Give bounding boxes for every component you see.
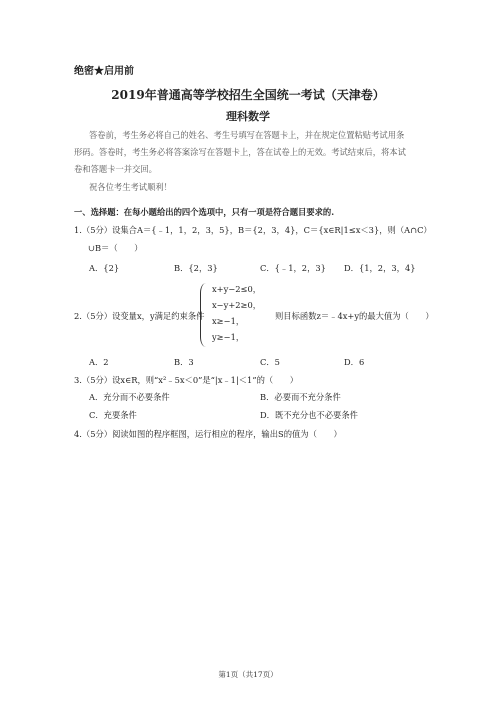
section-heading: 一、选择题：在每小题给出的四个选项中，只有一项是符合题目要求的. <box>74 207 335 217</box>
q2-option-a: A．2 <box>89 357 109 367</box>
instructions-line-3: 卷和答题卡一并交回。 <box>74 164 157 174</box>
q3-option-d: D．既不充分也不必要条件 <box>260 410 358 420</box>
q2-option-c: C．5 <box>260 357 280 367</box>
q1-option-c: C．{﹣1，2，3} <box>260 263 326 273</box>
q4-stem: 4.（5分）阅读如图的程序框图，运行相应的程序，输出S的值为（ ） <box>74 429 342 439</box>
instructions-wish: 祝各位考生考试顺利！ <box>89 182 172 192</box>
q2-option-d: D．6 <box>344 357 365 367</box>
page-footer: 第1页（共17页） <box>218 670 278 679</box>
q1-stem-line-2: ∪B＝（ ） <box>88 243 143 253</box>
exam-title: 2019年普通高等学校招生全国统一考试（天津卷） <box>111 88 385 102</box>
q2-stem-suffix: 则目标函数z＝﹣4x+y的最大值为（ ） <box>275 311 434 321</box>
q3-option-a: A．充分而不必要条件 <box>89 392 170 402</box>
q2-constraint-3: x≥−1， <box>212 316 245 326</box>
instructions-line-1: 答卷前，考生务必将自己的姓名、考生号填写在答题卡上，并在规定位置粘贴考试用条 <box>89 130 405 140</box>
secret-mark: 绝密★启用前 <box>74 66 134 77</box>
q2-constraint-4: y≥−1， <box>212 332 245 342</box>
q1-option-a: A．{2} <box>89 263 120 273</box>
instructions-line-2: 形码。答卷时，考生务必将答案涂写在答题卡上，答在试卷上的无效。考试结束后，将本试 <box>74 147 406 157</box>
q1-option-d: D．{1，2，3，4} <box>344 263 416 273</box>
q1-stem-line-1: 1.（5分）设集合A＝{﹣1，1，2，3，5}，B＝{2，3，4}，C＝{x∈R|1≤x＜3}，则（A∩C） <box>74 225 432 235</box>
constraint-brace <box>200 283 209 347</box>
q3-option-c: C．充要条件 <box>89 410 137 420</box>
q3-option-b: B．必要而不充分条件 <box>260 392 341 402</box>
q2-constraint-2: x−y+2≥0， <box>212 300 262 310</box>
q2-option-b: B．3 <box>174 357 194 367</box>
q3-stem: 3.（5分）设x∈R，则“x²﹣5x＜0”是“|x﹣1|＜1”的（ ） <box>74 375 299 385</box>
q1-option-b: B．{2，3} <box>174 263 218 273</box>
q2-constraint-1: x+y−2≤0， <box>212 284 262 294</box>
q2-stem-prefix: 2.（5分）设变量x，y满足约束条件 <box>74 311 205 321</box>
exam-subtitle: 理科数学 <box>226 110 270 123</box>
